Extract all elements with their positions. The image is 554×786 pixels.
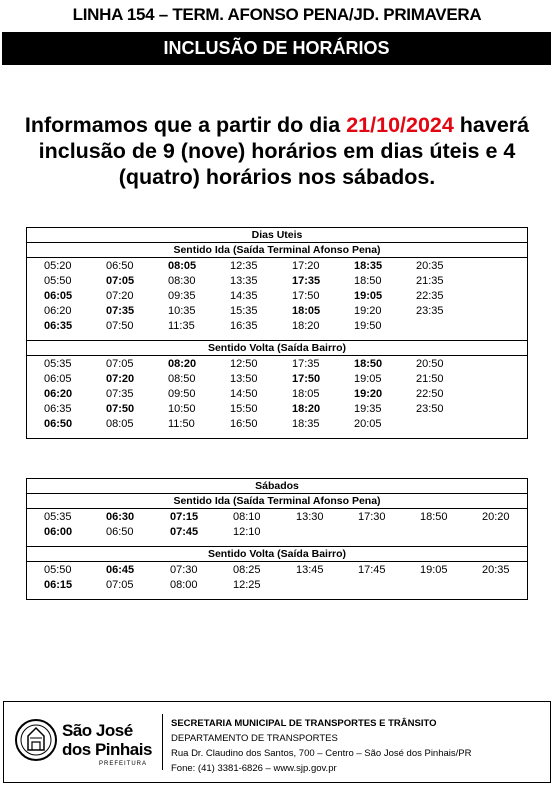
prefeitura-logo	[14, 712, 164, 772]
logo-name-line1: São José	[62, 721, 133, 740]
time-cell: 06:20	[44, 388, 73, 400]
saturday-volta-label: Sentido Volta (Saída Bairro)	[27, 546, 527, 562]
time-cell: 06:05	[44, 373, 72, 385]
time-cell: 11:50	[168, 418, 195, 430]
footer-info	[171, 716, 471, 776]
time-cell: 05:35	[44, 511, 72, 523]
time-cell: 17:50	[292, 290, 320, 302]
time-cell: 08:10	[233, 511, 261, 523]
time-cell: 17:30	[358, 511, 386, 523]
time-cell: 07:05	[106, 358, 134, 370]
time-cell: 08:00	[170, 579, 198, 591]
time-cell: 12:10	[233, 526, 261, 538]
time-cell: 20:35	[482, 564, 510, 576]
time-cell: 07:30	[170, 564, 198, 576]
weekday-schedule-table	[26, 227, 528, 439]
city-crest-icon	[14, 718, 58, 762]
time-cell: 07:35	[106, 388, 134, 400]
time-cell: 14:50	[230, 388, 258, 400]
time-cell: 09:50	[168, 388, 196, 400]
time-cell: 20:35	[416, 260, 444, 272]
time-cell: 13:45	[296, 564, 324, 576]
saturday-volta-grid	[27, 562, 527, 599]
time-cell: 18:20	[292, 320, 320, 332]
time-cell: 11:35	[168, 320, 195, 332]
empty-cell	[416, 417, 478, 432]
time-cell: 23:50	[416, 403, 444, 415]
saturday-ida-grid	[27, 509, 527, 546]
time-cell: 19:20	[354, 388, 383, 400]
empty-cell	[482, 525, 544, 540]
time-cell: 08:20	[168, 358, 197, 370]
time-cell: 17:20	[292, 260, 320, 272]
time-cell: 10:50	[168, 403, 196, 415]
time-cell: 17:50	[292, 373, 321, 385]
time-cell: 20:20	[482, 511, 510, 523]
time-cell: 12:25	[233, 579, 261, 591]
footer-contato: Fone: (41) 3381-6826 – www.sjp.gov.pr	[171, 763, 337, 774]
time-cell: 06:20	[44, 305, 72, 317]
intro-date: 21/10/2024	[346, 113, 454, 137]
time-cell: 08:05	[106, 418, 134, 430]
time-cell: 23:35	[416, 305, 444, 317]
time-cell: 18:50	[420, 511, 448, 523]
time-cell: 07:20	[106, 290, 134, 302]
empty-cell	[416, 319, 478, 334]
time-cell: 06:45	[106, 564, 135, 576]
time-cell: 08:30	[168, 275, 196, 287]
time-cell: 14:35	[230, 290, 258, 302]
time-cell: 16:50	[230, 418, 258, 430]
time-cell: 06:30	[106, 511, 135, 523]
time-cell: 13:50	[230, 373, 258, 385]
time-cell: 07:50	[106, 403, 135, 415]
empty-cell	[358, 525, 420, 540]
time-cell: 18:05	[292, 305, 321, 317]
time-cell: 05:20	[44, 260, 72, 272]
time-cell: 10:35	[168, 305, 196, 317]
time-cell: 20:05	[354, 418, 382, 430]
time-cell: 08:25	[233, 564, 261, 576]
time-cell: 08:50	[168, 373, 196, 385]
time-cell: 19:05	[420, 564, 448, 576]
time-cell: 06:50	[106, 260, 134, 272]
empty-cell	[358, 578, 420, 593]
page-title: LINHA 154 – TERM. AFONSO PENA/JD. PRIMAVERA	[72, 5, 482, 24]
time-cell: 06:15	[44, 579, 73, 591]
empty-cell	[296, 525, 358, 540]
footer-secretaria: SECRETARIA MUNICIPAL DE TRANSPORTES E TRÂNSITO	[171, 718, 437, 729]
time-cell: 21:35	[416, 275, 444, 287]
time-cell: 20:50	[416, 358, 444, 370]
saturday-schedule-table	[26, 478, 528, 600]
time-cell: 12:35	[230, 260, 258, 272]
time-cell: 17:45	[358, 564, 386, 576]
intro-text	[10, 112, 544, 190]
time-cell: 06:50	[106, 526, 134, 538]
time-cell: 19:50	[354, 320, 382, 332]
time-cell: 06:05	[44, 290, 73, 302]
time-cell: 19:05	[354, 290, 383, 302]
time-cell: 21:50	[416, 373, 444, 385]
time-cell: 13:30	[296, 511, 324, 523]
time-cell: 07:45	[170, 526, 199, 538]
time-cell: 15:35	[230, 305, 258, 317]
saturday-header: Sábados	[27, 479, 527, 494]
time-cell: 08:05	[168, 260, 197, 272]
time-cell: 18:05	[292, 388, 320, 400]
time-cell: 09:35	[168, 290, 196, 302]
time-cell: 19:05	[354, 373, 382, 385]
intro-after: haverá inclusão de 9 (nove) horários em dias úteis e 4 (quatro) horários nos sábados.	[38, 113, 530, 189]
time-cell: 12:50	[230, 358, 258, 370]
empty-cell	[420, 525, 482, 540]
time-cell: 13:35	[230, 275, 258, 287]
inclusion-banner: INCLUSÃO DE HORÁRIOS	[2, 32, 551, 65]
time-cell: 07:05	[106, 579, 134, 591]
time-cell: 06:00	[44, 526, 73, 538]
weekday-ida-label: Sentido Ida (Saída Terminal Afonso Pena)	[27, 243, 527, 258]
weekday-volta-label: Sentido Volta (Saída Bairro)	[27, 340, 527, 356]
time-cell: 06:35	[44, 320, 73, 332]
time-cell: 18:35	[354, 260, 383, 272]
footer	[3, 701, 551, 783]
time-cell: 18:50	[354, 275, 382, 287]
weekday-volta-grid	[27, 356, 527, 438]
empty-cell	[296, 578, 358, 593]
saturday-ida-label: Sentido Ida (Saída Terminal Afonso Pena)	[27, 494, 527, 509]
time-cell: 18:20	[292, 403, 321, 415]
footer-endereco: Rua Dr. Claudino dos Santos, 700 – Centro – São José dos Pinhais/PR	[171, 748, 472, 759]
weekday-header: Dias Uteis	[27, 228, 527, 243]
time-cell: 07:35	[106, 305, 135, 317]
time-cell: 06:50	[44, 418, 73, 430]
time-cell: 07:15	[170, 511, 199, 523]
time-cell: 18:35	[292, 418, 320, 430]
footer-divider	[162, 714, 163, 770]
time-cell: 19:35	[354, 403, 382, 415]
time-cell: 05:35	[44, 358, 72, 370]
time-cell: 06:35	[44, 403, 72, 415]
time-cell: 07:20	[106, 373, 135, 385]
time-cell: 07:50	[106, 320, 134, 332]
time-cell: 07:05	[106, 275, 135, 287]
logo-subtitle: PREFEITURA	[99, 761, 148, 767]
empty-cell	[420, 578, 482, 593]
time-cell: 05:50	[44, 275, 72, 287]
time-cell: 22:50	[416, 388, 444, 400]
time-cell: 15:50	[230, 403, 258, 415]
time-cell: 05:50	[44, 564, 72, 576]
empty-cell	[482, 578, 544, 593]
weekday-ida-grid	[27, 258, 527, 340]
time-cell: 18:50	[354, 358, 383, 370]
time-cell: 22:35	[416, 290, 444, 302]
time-cell: 19:20	[354, 305, 382, 317]
intro-before: Informamos que a partir do dia	[24, 113, 347, 137]
logo-name-line2: dos Pinhais	[62, 740, 152, 759]
time-cell: 17:35	[292, 358, 320, 370]
time-cell: 17:35	[292, 275, 321, 287]
footer-departamento: DEPARTAMENTO DE TRANSPORTES	[171, 733, 338, 744]
time-cell: 16:35	[230, 320, 258, 332]
